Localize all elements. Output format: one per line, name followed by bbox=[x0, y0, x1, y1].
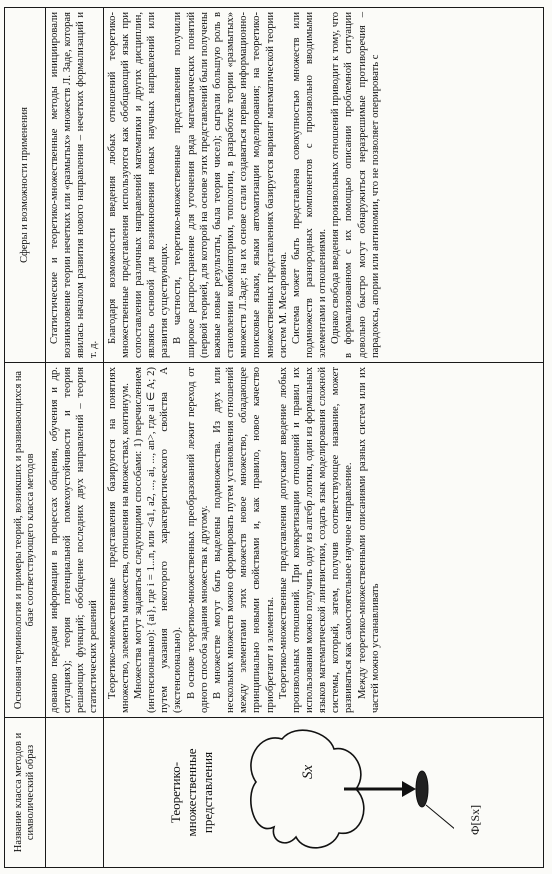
set-theory-terminology-cell bbox=[103, 363, 543, 718]
applications-text bbox=[106, 12, 382, 358]
terminology-text bbox=[106, 367, 382, 713]
class-name: Теоретико-множественные представления bbox=[167, 748, 215, 837]
continued-col2-text: дованию передачи информации в процессах общения, обучения и др. ситуациях); теория потенциальной помехоустойчивости и теория решающих функций; обобщение последних двух направлений – теория статистических решений bbox=[49, 367, 100, 713]
table-row-continued bbox=[46, 8, 104, 868]
header-col-class-name: Название класса методов и символический образ bbox=[5, 718, 46, 868]
applications-paragraph: В частности, теоретико-множественные представления получили широкое распространение для уточнения ряда математических понятий (первой теорией, для которой на основе этих представлений были получены важные новые результаты, была теория чисел); сыграли большую роль в становлении комбинаторики, топологии, в разработке теории «размытых» множеств Л.Заде; на их основе стали создаваться первые информационно-поисковые языки, языки автоматизации моделирования; на теоретико-множественных представлениях базируется вариант математической теории систем М. Месаровича. bbox=[172, 12, 289, 358]
set-theory-applications-cell bbox=[103, 8, 543, 363]
continued-col2 bbox=[46, 363, 104, 718]
header-col-terminology: Основная терминология и примеры теорий, возникших и развивающихся на базе соответствующего класса методов bbox=[5, 363, 46, 718]
continued-col1-empty bbox=[46, 718, 104, 868]
set-theory-figure bbox=[216, 722, 516, 863]
terminology-paragraph: Теоретико-множественные представления допускают введение любых произвольных отношений. При конкретизации отношений и правил их использования можно получить одну из алгебр логики, один из формальных языков математической лингвистики, создать язык моделирования сложной системы, который, затем, получив соответствующее название, может развиваться как самостоятельное научное направление. bbox=[277, 367, 355, 713]
set-theory-class-cell bbox=[103, 718, 543, 868]
terminology-paragraph: В множестве могут быть выделены подмножества. Из двух или нескольких множеств можно сформировать путем установления отношений между элементами этих множеств новое множество, обладающее принципиально новыми свойствами и, как правило, новое качество приобретают и элементы. bbox=[211, 367, 276, 713]
table-header-row bbox=[5, 8, 46, 868]
continued-col3-text: Статистические и теоретико-множественные методы инициировали возникновение теории нечетких или «размытых» множеств Л. Заде, которая явилась началом развития нового направления – нечетких формализаций и т. д. bbox=[49, 12, 100, 358]
set-cloud-diagram-icon bbox=[234, 721, 454, 857]
methods-table bbox=[4, 7, 544, 868]
terminology-paragraph: Между теоретико-множественными описаниями разных систем или их частей можно устанавливать bbox=[356, 367, 381, 713]
table-row-set-theory bbox=[103, 8, 543, 868]
applications-paragraph: Однако свобода введения произвольных отношений приводит к тому, что в формализованном с их помощью описании проблемной ситуации довольно быстро могут обнаружиться неразрешимые противоречия – парадоксы, апории или антиномии, что не позволяет оперировать с bbox=[330, 12, 381, 358]
set-label: Sx bbox=[299, 764, 316, 779]
applications-paragraph: Благодаря возможности введения любых отношений теоретико-множественные представления используются как обобщающий язык при сопоставлении различных направлений математики и других дисциплин, являясь основой для возникновения новых научных направлений или развития существующих. bbox=[106, 12, 171, 358]
terminology-paragraph: В основе теоретико-множественных преобразований лежит переход от одного способа задания множества к другому. bbox=[185, 367, 210, 713]
terminology-paragraph: Теоретико-множественные представления базируются на понятиях множество, элементы множества, отношения на множествах, континуум. bbox=[106, 367, 131, 713]
continued-col3 bbox=[46, 8, 104, 363]
map-label: Ф[Sx] bbox=[467, 804, 482, 835]
terminology-paragraph: Множества могут задаваться следующими способами: 1) перечислением (интенсионально): {ai}, где i = 1...n, или <a1, a2, ..., ai, ..., an>, где ai ∈ A; 2) путем указания некоторого характеристического свойства A (экстенсионально). bbox=[132, 367, 184, 713]
applications-paragraph: Система может быть представлена совокупностью множеств или подмножеств разнородных компонентов с произвольно вводимыми элементами и отношениями. bbox=[290, 12, 329, 358]
header-col-applications: Сферы и возможности применения bbox=[5, 8, 46, 363]
